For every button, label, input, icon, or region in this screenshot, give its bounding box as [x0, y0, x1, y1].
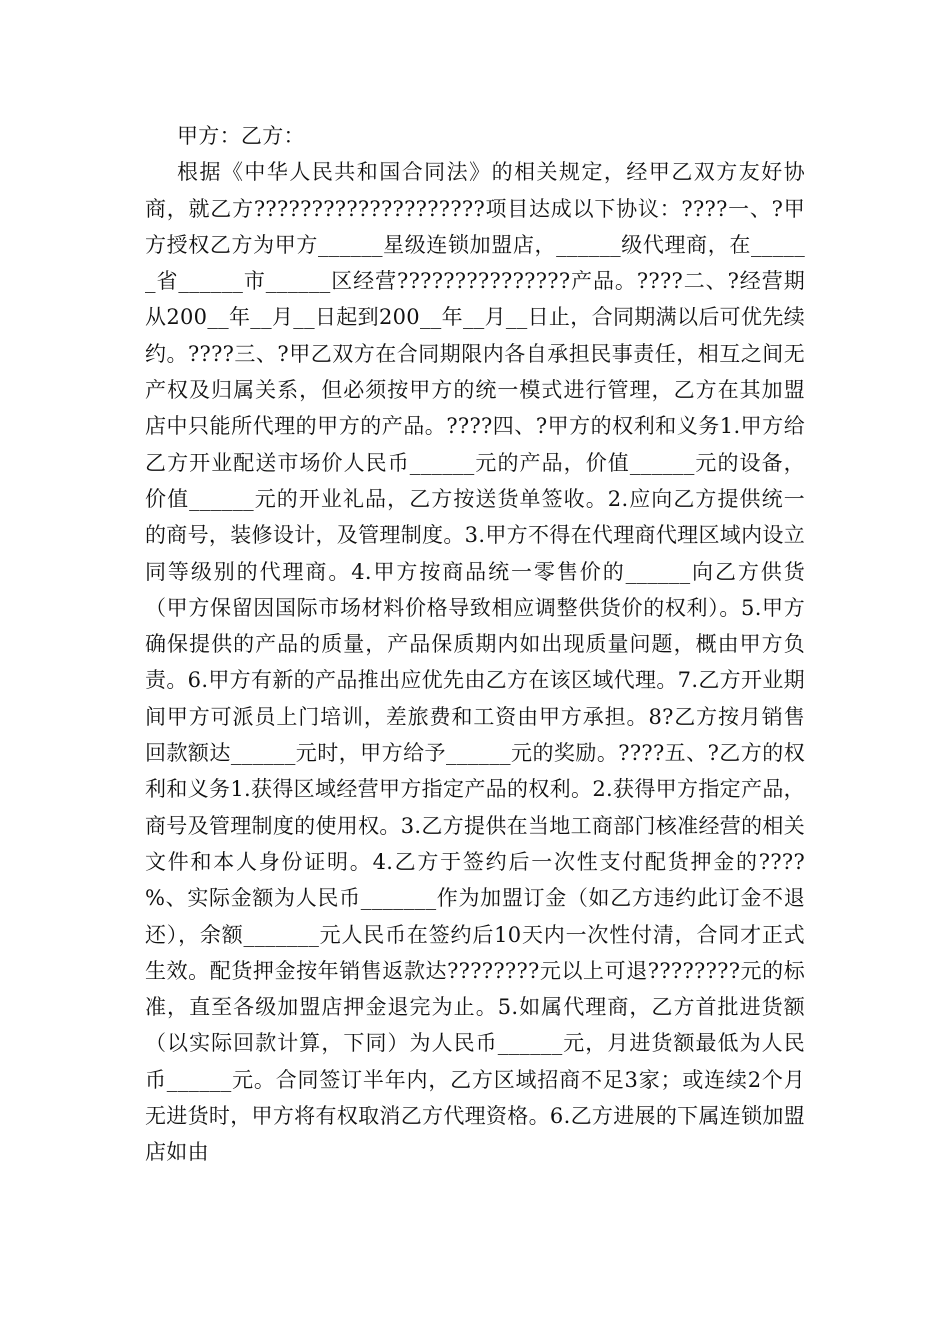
document-body: [145, 118, 805, 1171]
contract-body-paragraph: 根据《中华人民共和国合同法》的相关规定，经甲乙双方友好协商，就乙方????????????????????项目达成以下协议：????一、?甲方授权乙方为甲方______星级连锁加盟店，______级代理商，在______省______市______区经营???????????????产品。????二、?经营期从200__年__月__日起到200__年__月__日止，合同期满以后可优先续约。????三、?甲乙双方在合同期限内各自承担民事责任，相互之间无产权及归属关系，但必须按甲方的统一模式进行管理，乙方在其加盟店中只能所代理的甲方的产品。????四、?甲方的权利和义务1.甲方给乙方开业配送市场价人民币______元的产品，价值______元的设备，价值______元的开业礼品，乙方按送货单签收。2.应向乙方提供统一的商号，装修设计，及管理制度。3.甲方不得在代理商代理区域内设立同等级别的代理商。4.甲方按商品统一零售价的______向乙方供货（甲方保留因国际市场材料价格导致相应调整供货价的权利）。5.甲方确保提供的产品的质量，产品保质期内如出现质量问题，概由甲方负责。6.甲方有新的产品推出应优先由乙方在该区域代理。7.乙方开业期间甲方可派员上门培训，差旅费和工资由甲方承担。8?乙方按月销售回款额达______元时，甲方给予______元的奖励。????五、?乙方的权利和义务1.获得区域经营甲方指定产品的权利。2.获得甲方指定产品，商号及管理制度的使用权。3.乙方提供在当地工商部门核准经营的相关文件和本人身份证明。4.乙方于签约后一次性支付配货押金的????%、实际金额为人民币_______作为加盟订金（如乙方违约此订金不退还），余额_______元人民币在签约后10天内一次性付清，合同才正式生效。配货押金按年销售返款达????????元以上可退????????元的标准，直至各级加盟店押金退完为止。5.如属代理商，乙方首批进货额（以实际回款计算，下同）为人民币______元，月进货额最低为人民币______元。合同签订半年内，乙方区域招商不足3家；或连续2个月无进货时，甲方将有权取消乙方代理资格。6.乙方进展的下属连锁加盟店如由: [145, 160, 805, 1165]
parties-line: 甲方：乙方：: [177, 124, 305, 148]
